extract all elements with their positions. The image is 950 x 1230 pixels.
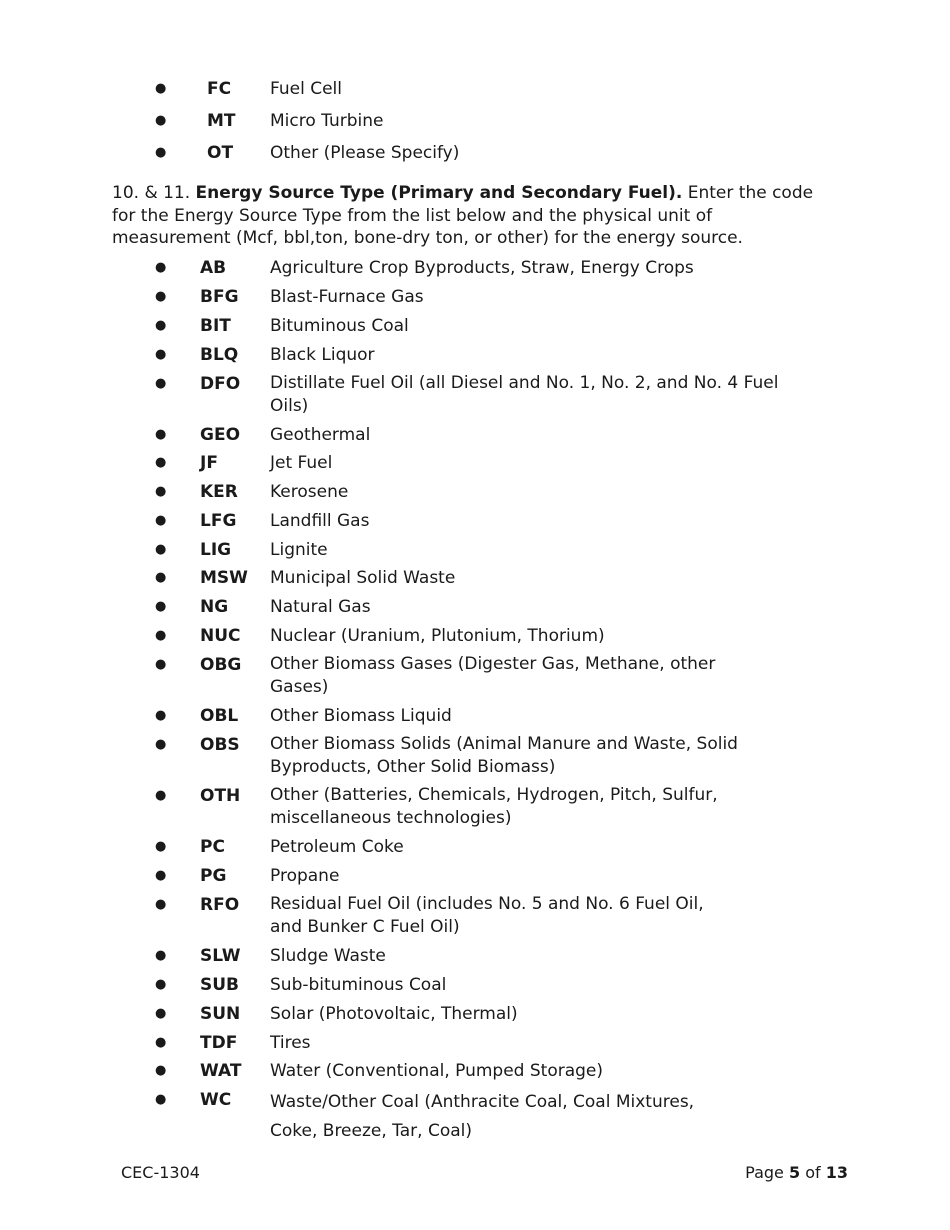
bullet: ● xyxy=(155,570,167,585)
code: FC xyxy=(207,79,232,99)
section-number: 10. & 11. xyxy=(112,183,191,203)
code: AB xyxy=(200,258,227,278)
code: JF xyxy=(200,453,218,473)
bullet: ● xyxy=(155,708,167,723)
code: NG xyxy=(200,597,229,617)
description: Tires xyxy=(270,1033,311,1053)
description: Water (Conventional, Pumped Storage) xyxy=(270,1061,604,1081)
code: OBL xyxy=(200,706,239,726)
description: Distillate Fuel Oil (all Diesel and No. 1, No. 2, and No. 4 Fuel Oils) xyxy=(270,373,779,416)
bullet: ● xyxy=(155,260,167,275)
bullet: ● xyxy=(155,628,167,643)
description: Sludge Waste xyxy=(270,946,386,966)
description: Geothermal xyxy=(270,425,371,445)
description: Kerosene xyxy=(270,482,349,502)
bullet: ● xyxy=(155,427,167,442)
description: Other Biomass Gases (Digester Gas, Methane, other Gases) xyxy=(270,654,716,697)
description: Fuel Cell xyxy=(270,79,342,99)
bullet: ● xyxy=(155,657,167,672)
bullet: ● xyxy=(155,948,167,963)
bullet: ● xyxy=(155,376,167,391)
section-body: Enter the code for the Energy Source Type from the list below and the physical unit of measurement (Mcf, bbl,ton, bone-dry ton, or other) for the energy source. xyxy=(112,183,814,248)
code: WAT xyxy=(200,1061,242,1081)
description: Natural Gas xyxy=(270,597,371,617)
code: LIG xyxy=(200,540,232,560)
description: Other Biomass Solids (Animal Manure and Waste, Solid Byproducts, Other Solid Biomass) xyxy=(270,734,738,777)
page-total: 13 xyxy=(825,1163,848,1182)
bullet: ● xyxy=(155,113,167,128)
description: Other Biomass Liquid xyxy=(270,706,452,726)
code: MT xyxy=(207,111,236,131)
bullet: ● xyxy=(155,81,167,96)
form-id: CEC-1304 xyxy=(121,1163,200,1182)
code: MSW xyxy=(200,568,248,588)
description: Agriculture Crop Byproducts, Straw, Energy Crops xyxy=(270,258,694,278)
description: Propane xyxy=(270,866,340,886)
bullet: ● xyxy=(155,1063,167,1078)
description: Blast-Furnace Gas xyxy=(270,287,424,307)
description: Other (Batteries, Chemicals, Hydrogen, Pitch, Sulfur, miscellaneous technologies) xyxy=(270,785,718,828)
description: Bituminous Coal xyxy=(270,316,409,336)
description: Sub-bituminous Coal xyxy=(270,975,447,995)
description: Solar (Photovoltaic, Thermal) xyxy=(270,1004,518,1024)
page-current: 5 xyxy=(788,1163,801,1182)
bullet: ● xyxy=(155,868,167,883)
description: Other (Please Specify) xyxy=(270,143,460,163)
bullet: ● xyxy=(155,542,167,557)
code: PC xyxy=(200,837,225,857)
bullet: ● xyxy=(155,347,167,362)
description: Municipal Solid Waste xyxy=(270,568,456,588)
description: Landfill Gas xyxy=(270,511,370,531)
bullet: ● xyxy=(155,1035,167,1050)
code: PG xyxy=(200,866,227,886)
code: WC xyxy=(200,1090,232,1110)
bullet: ● xyxy=(155,977,167,992)
code: TDF xyxy=(200,1033,238,1053)
code: BLQ xyxy=(200,345,239,365)
code: LFG xyxy=(200,511,237,531)
description: Jet Fuel xyxy=(270,453,333,473)
code: OBS xyxy=(200,735,240,755)
code: GEO xyxy=(200,425,241,445)
page-number xyxy=(745,1163,848,1182)
page-label: Page xyxy=(745,1163,784,1182)
code: SUN xyxy=(200,1004,241,1024)
description: Nuclear (Uranium, Plutonium, Thorium) xyxy=(270,626,605,646)
description: Black Liquor xyxy=(270,345,375,365)
code: RFO xyxy=(200,895,240,915)
bullet: ● xyxy=(155,737,167,752)
bullet: ● xyxy=(155,484,167,499)
description: Residual Fuel Oil (includes No. 5 and No. 6 Fuel Oil, and Bunker C Fuel Oil) xyxy=(270,894,704,937)
section-heading: Energy Source Type (Primary and Secondary Fuel). xyxy=(195,183,683,203)
code: SUB xyxy=(200,975,240,995)
bullet: ● xyxy=(155,145,167,160)
bullet: ● xyxy=(155,455,167,470)
code: NUC xyxy=(200,626,241,646)
code: OBG xyxy=(200,655,242,675)
code: KER xyxy=(200,482,238,502)
description: Waste/Other Coal (Anthracite Coal, Coal Mixtures, Coke, Breeze, Tar, Coal) xyxy=(270,1092,695,1141)
bullet: ● xyxy=(155,788,167,803)
bullet: ● xyxy=(155,513,167,528)
code: BIT xyxy=(200,316,231,336)
description: Petroleum Coke xyxy=(270,837,404,857)
section-paragraph xyxy=(112,182,824,250)
description: Lignite xyxy=(270,540,328,560)
bullet: ● xyxy=(155,289,167,304)
code: OT xyxy=(207,143,234,163)
bullet: ● xyxy=(155,1092,167,1107)
code: SLW xyxy=(200,946,241,966)
of-label: of xyxy=(805,1163,821,1182)
bullet: ● xyxy=(155,318,167,333)
bullet: ● xyxy=(155,839,167,854)
code: DFO xyxy=(200,374,241,394)
bullet: ● xyxy=(155,897,167,912)
bullet: ● xyxy=(155,1006,167,1021)
code: OTH xyxy=(200,786,241,806)
bullet: ● xyxy=(155,599,167,614)
description: Micro Turbine xyxy=(270,111,384,131)
code: BFG xyxy=(200,287,239,307)
